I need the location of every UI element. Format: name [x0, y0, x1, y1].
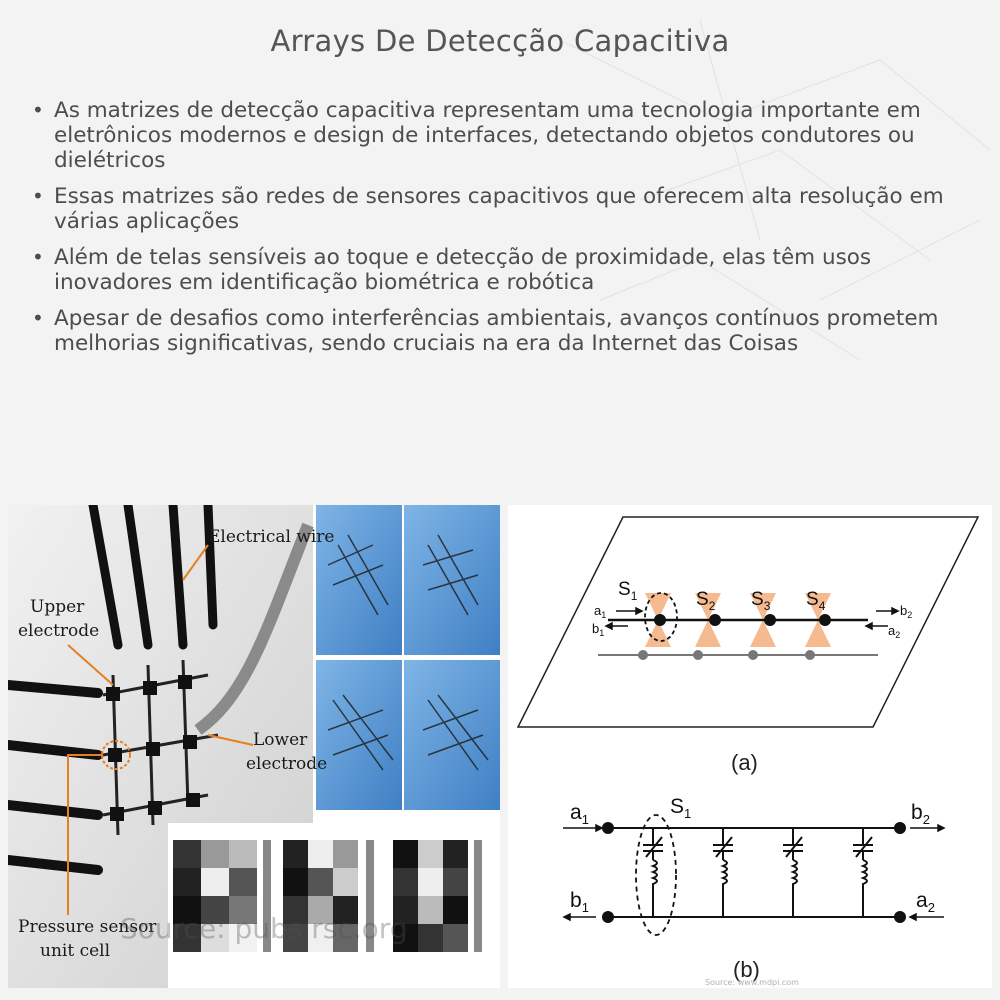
sensor-node: [709, 614, 721, 626]
lower-electrode-label-line1: Lower: [253, 730, 308, 750]
pressure-sensor-label-line1: Pressure sensor: [18, 917, 157, 937]
svg-text:a1: $a_1$: [594, 603, 607, 620]
lower-electrode-label-line2: electrode: [246, 754, 328, 774]
source-watermark: Source: pubs.rsc.org: [120, 912, 408, 945]
lc-branches: [643, 828, 873, 917]
circuit-diagram-panel: [508, 505, 992, 988]
upper-electrode-label-line1: Upper: [30, 597, 85, 617]
svg-text:b2: $b_2$: [911, 801, 930, 827]
upper-electrode-label-line2: electrode: [18, 621, 100, 641]
bullet-list: [28, 98, 978, 367]
svg-text:a2: $a_2$: [916, 889, 935, 915]
svg-text:b1: $b_1$: [570, 889, 589, 915]
sensor-node: [819, 614, 831, 626]
sensor-node: [764, 614, 776, 626]
circuit-diagram: [508, 505, 992, 988]
svg-text:a2: $a_2$: [888, 623, 901, 640]
page-title: Arrays De Detecção Capacitiva: [270, 24, 730, 58]
sensor-label-s2: $S_2$: [696, 589, 716, 613]
svg-text:b2: $b_2$: [900, 603, 913, 620]
sensor-label-s3: $S_3$: [751, 589, 771, 613]
caption-b: (b): [733, 957, 760, 982]
svg-text:a1: $a_1$: [570, 801, 589, 827]
source-credit: Source: www.mdpi.com: [705, 978, 799, 987]
sensor-node: [654, 614, 666, 626]
svg-text:b1: $b_1$: [592, 621, 605, 638]
pressure-sensor-label-line2: unit cell: [40, 941, 111, 961]
sensor-label-s4: $S_4$: [806, 589, 826, 613]
sensor-label-s1: $S_1$: [618, 579, 638, 603]
bullet-item: • Essas matrizes são redes de sensores capacitivos que oferecem alta resolução em várias aplicações: [28, 184, 978, 234]
bullet-item: • Além de telas sensíveis ao toque e detecção de proximidade, elas têm usos inovadores em identificação biométrica e robótica: [28, 245, 978, 295]
bullet-item: • As matrizes de detecção capacitiva representam uma tecnologia importante em eletrônicos modernos e design de interfaces, detectando objetos condutores ou dielétricos: [28, 98, 978, 173]
electrical-wire-label: Electrical wire: [208, 527, 335, 547]
caption-a: (a): [731, 750, 758, 775]
substrate-plane: [518, 517, 978, 727]
bullet-item: • Apesar de desafios como interferências ambientais, avanços contínuos prometem melhorias significativas, sendo cruciais na era da Internet das Coisas: [28, 306, 978, 356]
svg-text:S1: $S_1$: [670, 795, 692, 821]
